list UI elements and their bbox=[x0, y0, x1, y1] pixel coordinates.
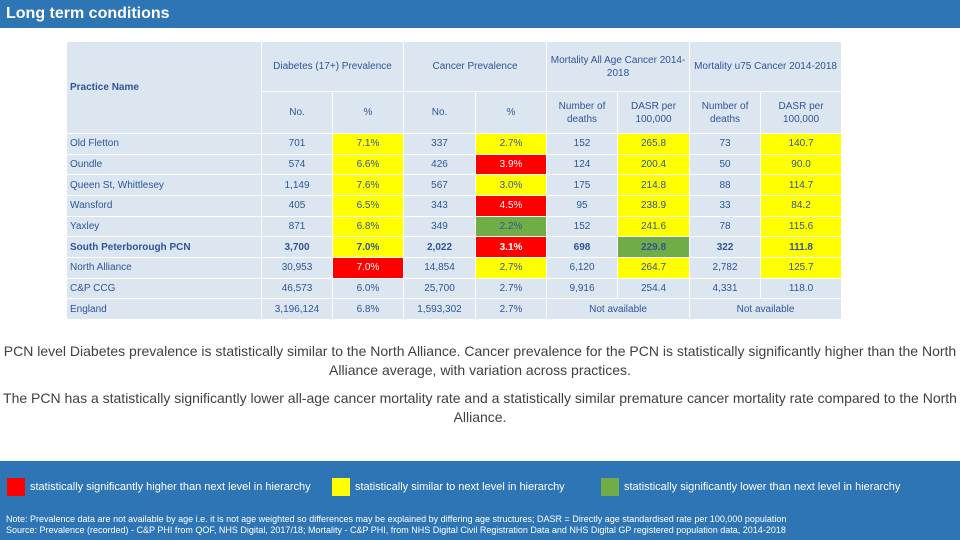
table-row bbox=[67, 195, 842, 216]
mort-all-deaths-cell: 9,916 bbox=[547, 278, 618, 299]
diabetes-no-cell: 405 bbox=[262, 195, 333, 216]
mort-u75-deaths-cell: 33 bbox=[690, 195, 761, 216]
practice-name-header: Practice Name bbox=[67, 42, 262, 134]
legend-red-swatch bbox=[7, 478, 25, 496]
mort-all-dasr-cell: 264.7 bbox=[618, 257, 690, 278]
legend-footer bbox=[0, 461, 960, 540]
mort-all-dasr-cell: 254.4 bbox=[618, 278, 690, 299]
cancer-pct-cell: 2.7% bbox=[476, 257, 547, 278]
description-paragraph-2: The PCN has a statistically significantly lower all-age cancer mortality rate and a statistically similar premature cancer mortality rate compared to the North Alliance. bbox=[3, 390, 957, 425]
table-row bbox=[67, 154, 842, 175]
diabetes-pct-cell: 7.1% bbox=[333, 134, 404, 155]
mort-all-dasr-cell: 200.4 bbox=[618, 154, 690, 175]
mort-all-deaths-cell: 95 bbox=[547, 195, 618, 216]
title-bar bbox=[0, 0, 960, 28]
legend-green-label: statistically significantly lower than next level in hierarchy bbox=[624, 481, 901, 493]
table-row bbox=[67, 278, 842, 299]
cancer-pct-cell: 2.7% bbox=[476, 299, 547, 320]
mort-all-dasr-cell: 265.8 bbox=[618, 134, 690, 155]
practice-name-cell: Wansford bbox=[67, 195, 262, 216]
practice-name-cell: North Alliance bbox=[67, 257, 262, 278]
mort-u75-dasr-cell: 118.0 bbox=[761, 278, 842, 299]
mort-u75-dasr-cell: 111.8 bbox=[761, 237, 842, 258]
mort-u75-deaths-cell: 322 bbox=[690, 237, 761, 258]
mortality-all-age-header: Mortality All Age Cancer 2014-2018 bbox=[547, 42, 690, 92]
mort-u75-deaths-cell: 2,782 bbox=[690, 257, 761, 278]
diabetes-no-cell: 701 bbox=[262, 134, 333, 155]
diabetes-pct-cell: 7.0% bbox=[333, 237, 404, 258]
diabetes-no-cell: 1,149 bbox=[262, 175, 333, 196]
cancer-pct-cell: 2.2% bbox=[476, 216, 547, 237]
legend-green-swatch bbox=[601, 478, 619, 496]
practice-name-cell: Old Fletton bbox=[67, 134, 262, 155]
mort-all-dasr-cell: 229.8 bbox=[618, 237, 690, 258]
mort-all-deaths-cell: 175 bbox=[547, 175, 618, 196]
data-table-container bbox=[66, 41, 841, 320]
cancer-no-cell: 14,854 bbox=[404, 257, 476, 278]
mort-u75-deaths-cell: 73 bbox=[690, 134, 761, 155]
diabetes-prevalence-header: Diabetes (17+) Prevalence bbox=[262, 42, 404, 92]
mort-all-dasr-cell: 238.9 bbox=[618, 195, 690, 216]
mort-u75-dasr-cell: 90.0 bbox=[761, 154, 842, 175]
table-row bbox=[67, 257, 842, 278]
mort-u75-dasr-cell: 140.7 bbox=[761, 134, 842, 155]
mort-all-deaths-cell: 124 bbox=[547, 154, 618, 175]
cancer-no-cell: 2,022 bbox=[404, 237, 476, 258]
legend-yellow-swatch bbox=[332, 478, 350, 496]
mort-u75-dasr-cell: 84.2 bbox=[761, 195, 842, 216]
mort-all-deaths-cell: 6,120 bbox=[547, 257, 618, 278]
practice-name-cell: England bbox=[67, 299, 262, 320]
mort-all-deaths-header: Number of deaths bbox=[547, 92, 618, 134]
diabetes-pct-cell: 6.6% bbox=[333, 154, 404, 175]
mort-all-deaths-cell: 152 bbox=[547, 216, 618, 237]
cancer-no-cell: 343 bbox=[404, 195, 476, 216]
mort-u75-deaths-header: Number of deaths bbox=[690, 92, 761, 134]
description-paragraph-1: PCN level Diabetes prevalence is statistically similar to the North Alliance. Cancer prevalence for the PCN is statistically significantly higher than the North Alliance average, with variation across practices. bbox=[3, 343, 957, 378]
mort-u75-deaths-cell: 78 bbox=[690, 216, 761, 237]
mort-u75-not-available-cell: Not available bbox=[690, 299, 842, 320]
mortality-u75-header: Mortality u75 Cancer 2014-2018 bbox=[690, 42, 842, 92]
diabetes-pct-cell: 6.8% bbox=[333, 299, 404, 320]
mort-u75-dasr-cell: 114.7 bbox=[761, 175, 842, 196]
mort-u75-dasr-header: DASR per 100,000 bbox=[761, 92, 842, 134]
diabetes-pct-cell: 6.0% bbox=[333, 278, 404, 299]
table-row bbox=[67, 134, 842, 155]
cancer-pct-header: % bbox=[476, 92, 547, 134]
mort-all-dasr-cell: 241.6 bbox=[618, 216, 690, 237]
cancer-pct-cell: 4.5% bbox=[476, 195, 547, 216]
mort-u75-deaths-cell: 4,331 bbox=[690, 278, 761, 299]
mort-all-not-available-cell: Not available bbox=[547, 299, 690, 320]
cancer-no-cell: 337 bbox=[404, 134, 476, 155]
diabetes-no-cell: 46,573 bbox=[262, 278, 333, 299]
legend-yellow-label: statistically similar to next level in hierarchy bbox=[355, 481, 565, 493]
cancer-pct-cell: 2.7% bbox=[476, 134, 547, 155]
diabetes-no-cell: 3,700 bbox=[262, 237, 333, 258]
footnote-source: Source: Prevalence (recorded) - C&P PHI from QOF, NHS Digital, 2017/18; Mortality - C&P PHI, from NHS Digital Civil Registration Data and NHS Digital GP registered population data, 2014-2018 bbox=[6, 525, 786, 535]
practice-name-cell: Oundle bbox=[67, 154, 262, 175]
diabetes-no-cell: 574 bbox=[262, 154, 333, 175]
cancer-no-header: No. bbox=[404, 92, 476, 134]
mort-u75-deaths-cell: 50 bbox=[690, 154, 761, 175]
diabetes-no-cell: 3,196,124 bbox=[262, 299, 333, 320]
mort-all-deaths-cell: 698 bbox=[547, 237, 618, 258]
legend-red-label: statistically significantly higher than next level in hierarchy bbox=[30, 481, 311, 493]
cancer-pct-cell: 3.1% bbox=[476, 237, 547, 258]
table-row bbox=[67, 237, 842, 258]
table-row bbox=[67, 175, 842, 196]
table-row bbox=[67, 299, 842, 320]
practice-name-cell: Queen St, Whittlesey bbox=[67, 175, 262, 196]
diabetes-no-cell: 30,953 bbox=[262, 257, 333, 278]
cancer-prevalence-header: Cancer Prevalence bbox=[404, 42, 547, 92]
cancer-pct-cell: 3.9% bbox=[476, 154, 547, 175]
diabetes-pct-cell: 7.6% bbox=[333, 175, 404, 196]
practice-name-cell: C&P CCG bbox=[67, 278, 262, 299]
cancer-no-cell: 426 bbox=[404, 154, 476, 175]
mort-u75-dasr-cell: 115.6 bbox=[761, 216, 842, 237]
mort-u75-dasr-cell: 125.7 bbox=[761, 257, 842, 278]
diabetes-pct-cell: 6.8% bbox=[333, 216, 404, 237]
mort-all-deaths-cell: 152 bbox=[547, 134, 618, 155]
mort-all-dasr-header: DASR per 100,000 bbox=[618, 92, 690, 134]
practice-name-cell: South Peterborough PCN bbox=[67, 237, 262, 258]
cancer-pct-cell: 2.7% bbox=[476, 278, 547, 299]
mort-u75-deaths-cell: 88 bbox=[690, 175, 761, 196]
cancer-no-cell: 25,700 bbox=[404, 278, 476, 299]
cancer-no-cell: 1,593,302 bbox=[404, 299, 476, 320]
cancer-no-cell: 567 bbox=[404, 175, 476, 196]
diabetes-pct-header: % bbox=[333, 92, 404, 134]
page-title: Long term conditions bbox=[6, 5, 170, 22]
table-row bbox=[67, 216, 842, 237]
diabetes-no-header: No. bbox=[262, 92, 333, 134]
cancer-no-cell: 349 bbox=[404, 216, 476, 237]
diabetes-pct-cell: 7.0% bbox=[333, 257, 404, 278]
footnote-note: Note: Prevalence data are not available by age i.e. it is not age weighted so differences may be explained by differing age structures; DASR = Directly age standardised rate per 100,000 population bbox=[6, 514, 787, 524]
practice-name-cell: Yaxley bbox=[67, 216, 262, 237]
cancer-pct-cell: 3.0% bbox=[476, 175, 547, 196]
mort-all-dasr-cell: 214.8 bbox=[618, 175, 690, 196]
data-table bbox=[66, 41, 842, 320]
diabetes-no-cell: 871 bbox=[262, 216, 333, 237]
diabetes-pct-cell: 6.5% bbox=[333, 195, 404, 216]
